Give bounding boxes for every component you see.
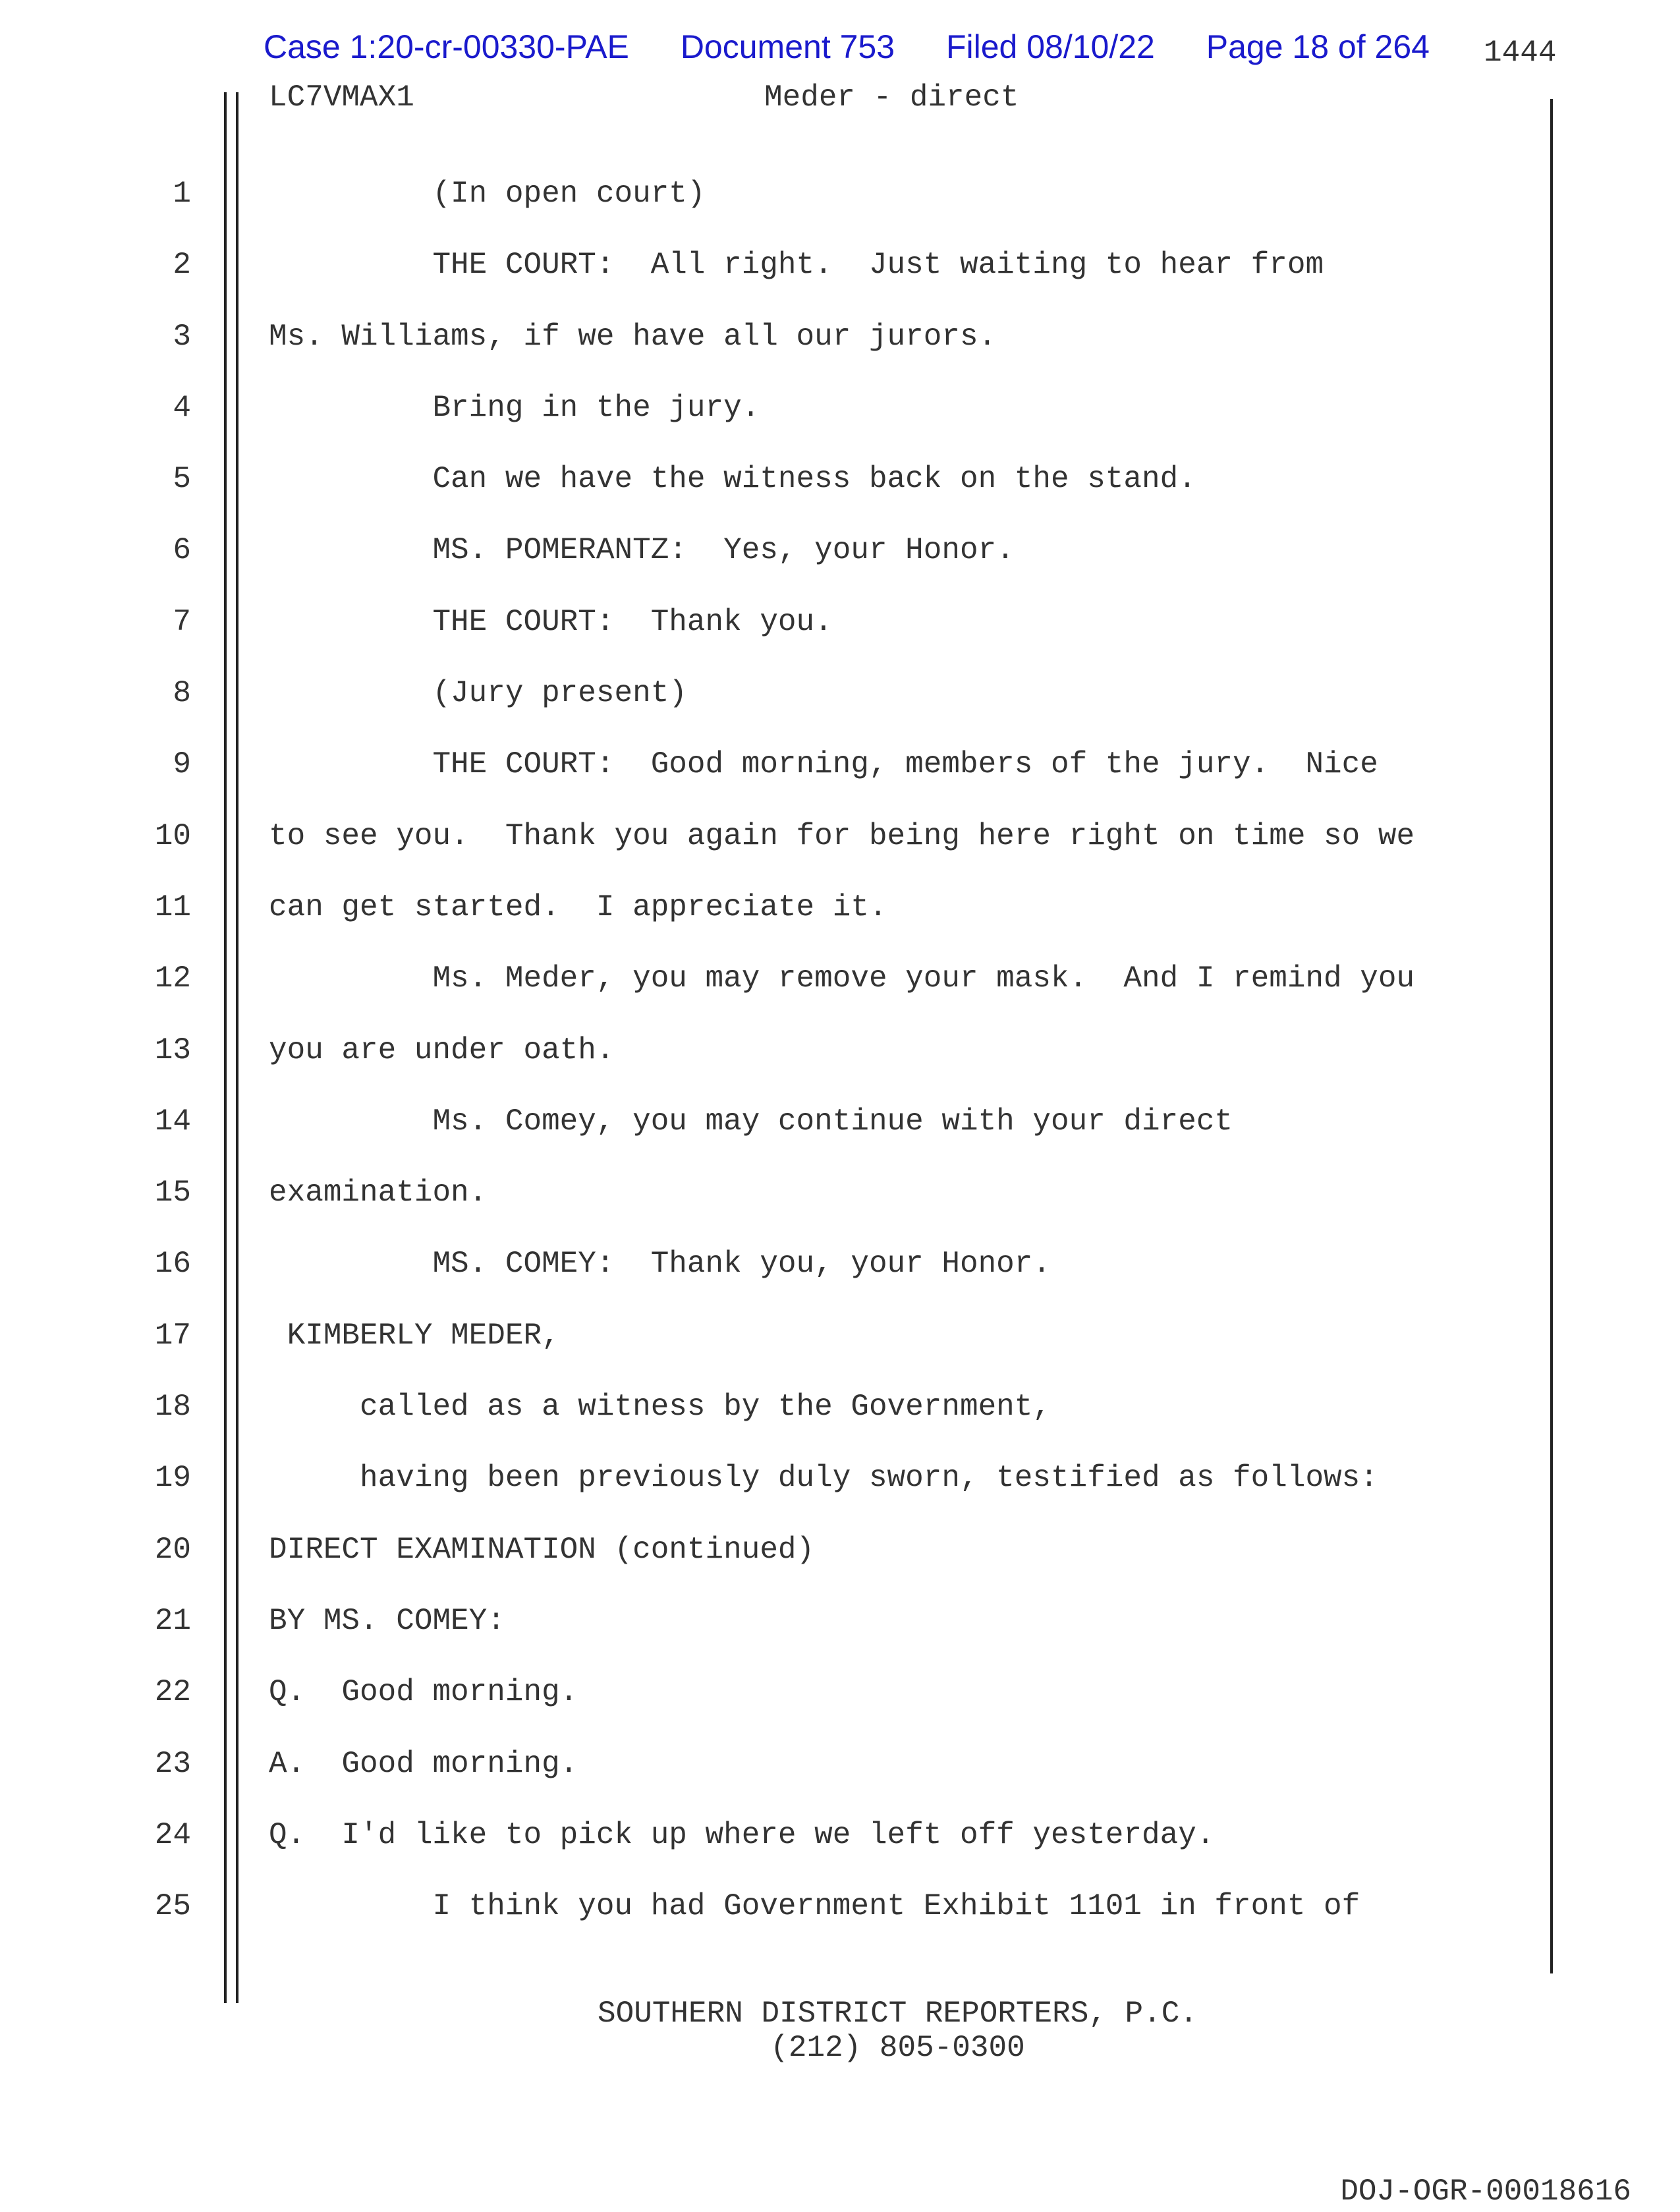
line-number: 23 (154, 1746, 191, 1781)
transcript-line: (Jury present) (269, 676, 687, 711)
line-number: 22 (154, 1675, 191, 1710)
transcript-line: examination. (269, 1176, 488, 1210)
line-number: 7 (173, 604, 191, 639)
line-number: 5 (173, 462, 191, 497)
line-number: 16 (154, 1247, 191, 1282)
transcript-line: having been previously duly sworn, testified as follows: (269, 1461, 1378, 1496)
document-number: Document 753 (680, 28, 895, 65)
line-number: 3 (173, 319, 191, 354)
transcript-line: A. Good morning. (269, 1746, 578, 1781)
transcript-line: DIRECT EXAMINATION (continued) (269, 1532, 815, 1567)
transcript-body (269, 173, 1540, 1956)
line-number: 19 (154, 1461, 191, 1496)
transcript-line: I think you had Government Exhibit 1101 in front of (269, 1889, 1360, 1924)
transcript-line: (In open court) (269, 177, 706, 211)
case-number: Case 1:20-cr-00330-PAE (264, 28, 629, 65)
line-number: 24 (154, 1817, 191, 1852)
transcript-line: Q. I'd like to pick up where we left off yesterday. (269, 1817, 1215, 1852)
line-number: 2 (173, 248, 191, 283)
transcript-line: can get started. I appreciate it. (269, 890, 887, 924)
transcript-line: Can we have the witness back on the stand. (269, 462, 1196, 497)
page-of-total: Page 18 of 264 (1206, 28, 1430, 65)
line-number: 17 (154, 1318, 191, 1353)
line-number: 6 (173, 533, 191, 568)
line-number: 10 (154, 818, 191, 853)
left-margin-rule-inner (236, 92, 238, 2003)
line-number: 25 (154, 1889, 191, 1924)
transcript-line: BY MS. COMEY: (269, 1603, 505, 1638)
transcript-page-number: 1444 (1484, 36, 1557, 70)
filed-date: Filed 08/10/22 (945, 28, 1155, 65)
line-number: 9 (173, 747, 191, 782)
transcript-line: Bring in the jury. (269, 390, 760, 425)
transcript-line: to see you. Thank you again for being here right on time so we (269, 818, 1415, 853)
filing-stamp (264, 28, 1472, 66)
line-number: 12 (154, 961, 191, 996)
reporter-firm: SOUTHERN DISTRICT REPORTERS, P.C. (598, 1997, 1198, 2031)
transcript-line: Ms. Williams, if we have all our jurors. (269, 319, 997, 354)
transcript-line: called as a witness by the Government, (269, 1390, 1051, 1425)
transcript-line: KIMBERLY MEDER, (269, 1318, 560, 1353)
transcript-line: Ms. Meder, you may remove your mask. And I remind you (269, 961, 1415, 996)
line-number: 1 (173, 177, 191, 211)
transcript-section-title: Meder - direct (764, 80, 1019, 115)
transcript-line: THE COURT: Thank you. (269, 604, 833, 639)
line-number: 20 (154, 1532, 191, 1567)
transcript-line: Q. Good morning. (269, 1675, 578, 1710)
transcript-code: LC7VMAX1 (269, 80, 414, 115)
transcript-line: you are under oath. (269, 1033, 615, 1067)
transcript-line: THE COURT: Good morning, members of the jury. Nice (269, 747, 1378, 782)
line-number: 21 (154, 1603, 191, 1638)
transcript-line: MS. COMEY: Thank you, your Honor. (269, 1247, 1051, 1282)
line-number: 4 (173, 390, 191, 425)
transcript-line: MS. POMERANTZ: Yes, your Honor. (269, 533, 1015, 568)
left-margin-rule (224, 92, 227, 2003)
line-number-column (132, 173, 191, 1956)
line-number: 8 (173, 676, 191, 711)
line-number: 15 (154, 1176, 191, 1210)
transcript-line: Ms. Comey, you may continue with your direct (269, 1104, 1233, 1139)
line-number: 18 (154, 1390, 191, 1425)
line-number: 14 (154, 1104, 191, 1139)
bates-number: DOJ-OGR-00018616 (1340, 2174, 1631, 2209)
right-margin-rule (1550, 99, 1553, 1973)
reporter-phone: (212) 805-0300 (770, 2031, 1025, 2065)
transcript-line: THE COURT: All right. Just waiting to hear from (269, 248, 1324, 283)
line-number: 13 (154, 1033, 191, 1067)
line-number: 11 (154, 890, 191, 924)
